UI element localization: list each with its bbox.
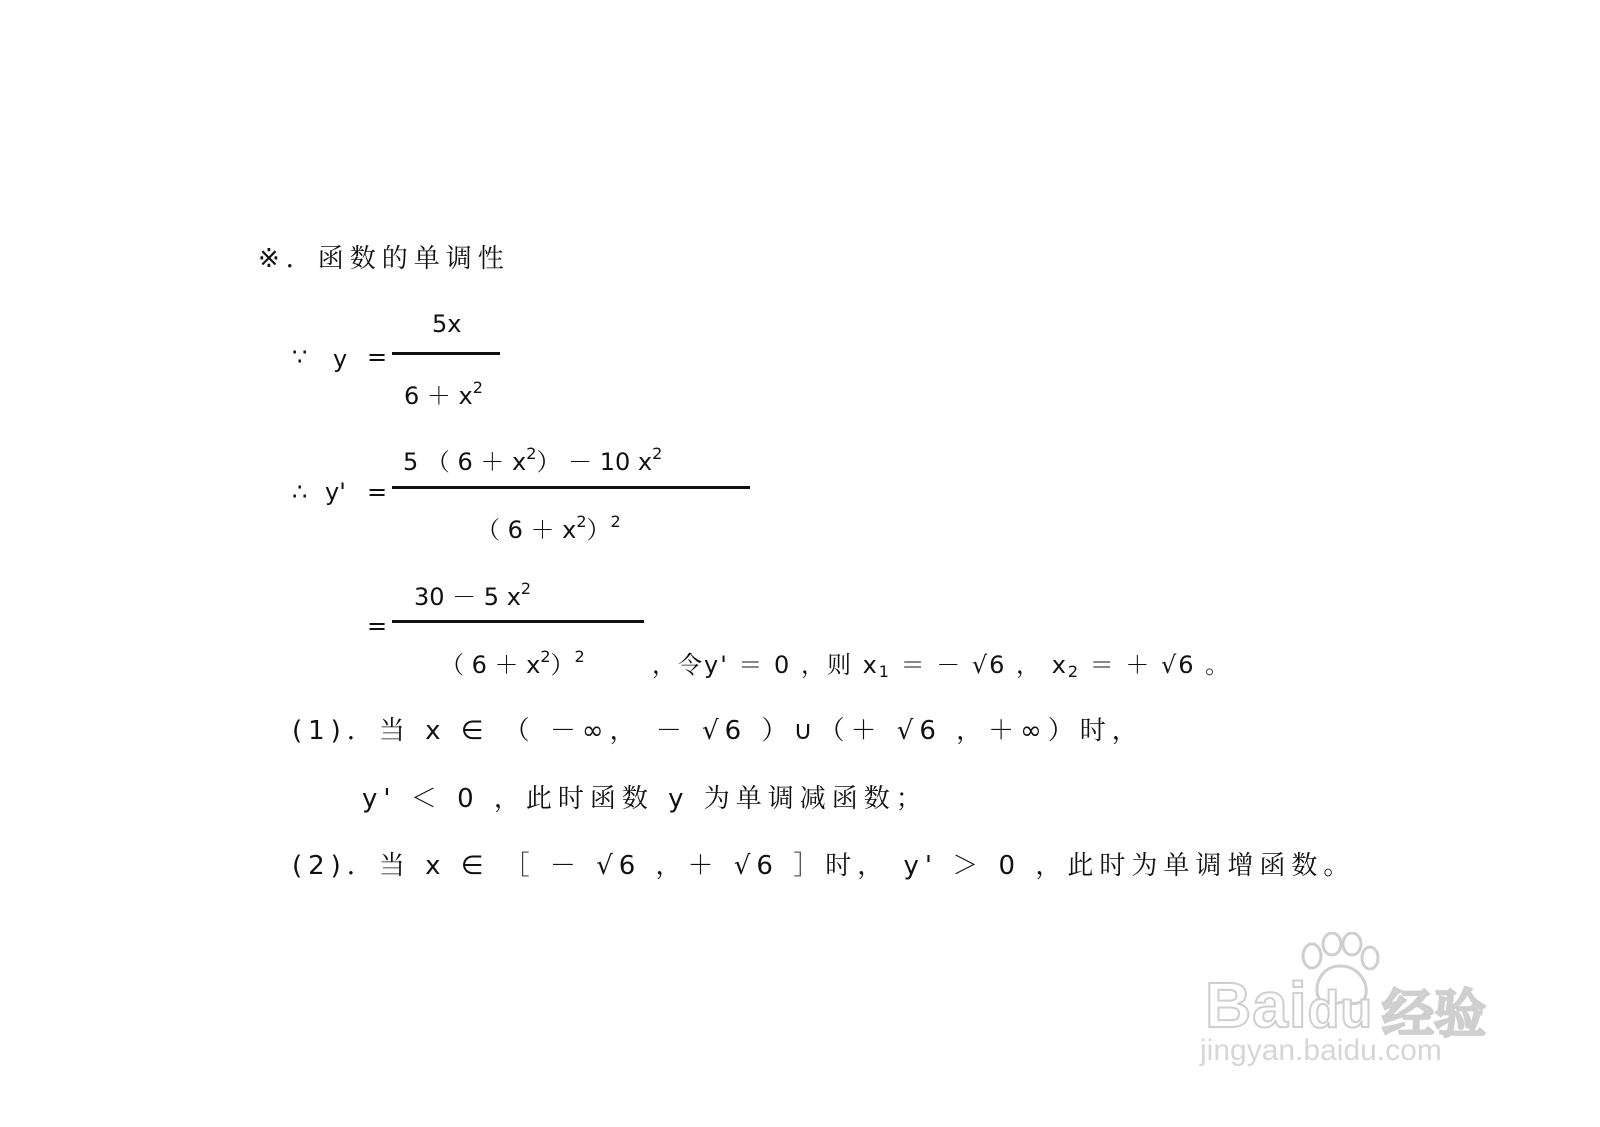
- case-2-statement: (2)．当 x ∈ ［ － √6 ，＋ √6 ］时， y' ＞ 0 ，此时为单调增函数。: [292, 851, 1356, 881]
- eq1-denominator: $6 + x^2$: [404, 377, 483, 410]
- eq1-lhs-var: y: [333, 345, 348, 373]
- eq2-denominator: （ $6 + x^2)^2$: [476, 511, 621, 544]
- section-heading: ※．函数的单调性: [258, 244, 510, 274]
- because-symbol: ∵: [292, 343, 308, 371]
- eq3-numerator: 30 － 5 $x^2$: [414, 578, 532, 611]
- eq2-numerator: 5 （ $6 + x^2) - 10$ $x^2$: [403, 443, 663, 476]
- eq3-equals: =: [367, 612, 388, 640]
- eq2-equals: =: [367, 478, 388, 506]
- case-1-condition: (1)．当 x ∈ （ －∞， － √6 ）∪（＋ √6 ，＋∞）时，: [292, 716, 1144, 746]
- case-1-conclusion: y' ＜ 0 ，此时函数 y 为单调减函数；: [362, 784, 928, 814]
- therefore-symbol: ∴: [292, 478, 308, 506]
- eq1-fraction-bar: [392, 352, 500, 355]
- eq2-fraction-bar: [392, 486, 750, 489]
- eq3-fraction-bar: [392, 620, 644, 623]
- eq3-denominator: （ $6 + x^2)^2$: [440, 646, 585, 679]
- watermark-brand: Baidu: [1205, 969, 1374, 1041]
- eq1-numerator: 5x: [432, 310, 462, 338]
- watermark-jingyan: 经验: [1382, 985, 1487, 1045]
- eq2-lhs-var: y': [325, 478, 346, 506]
- eq1-equals: =: [367, 343, 388, 371]
- eq3-critical-points: ，令y' ＝ 0 ，则 $x_1$ ＝ － √6 ， $x_2$ ＝ ＋ √6 。: [652, 651, 1232, 681]
- watermark-url: jingyan.baidu.com: [1200, 1034, 1442, 1067]
